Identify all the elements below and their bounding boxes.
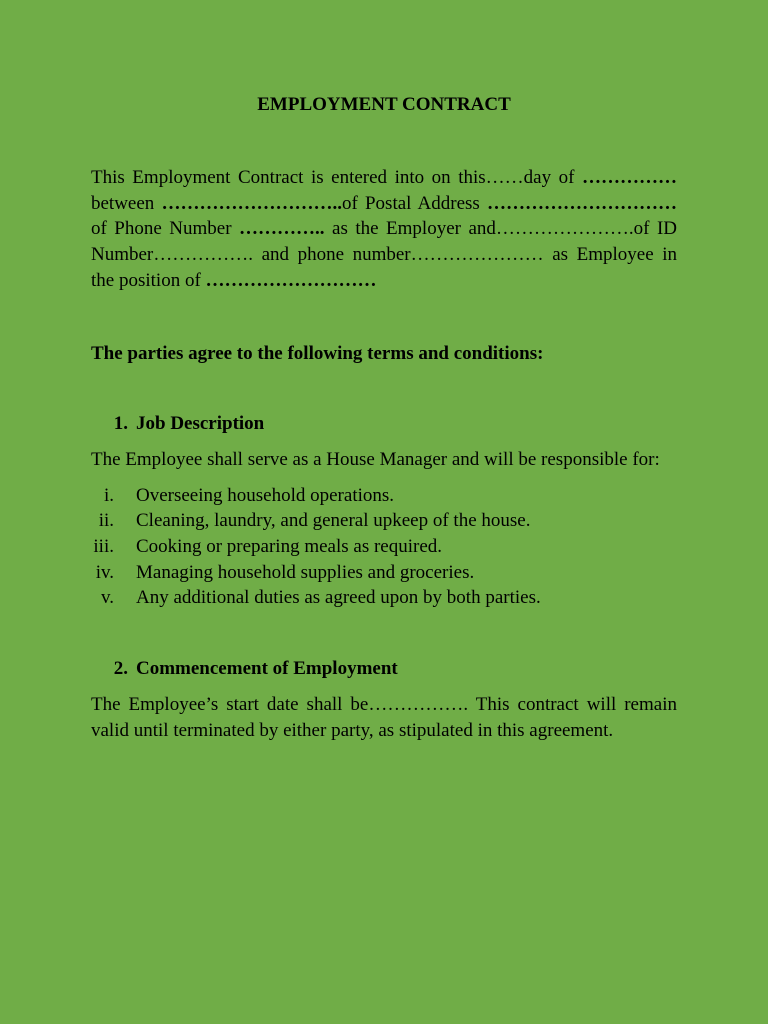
intro-text-5: as the Employer and………………….of ID Number……………. and phone number………………… as Employee in the position of xyxy=(91,218,677,291)
job-description-paragraph: The Employee shall serve as a House Manager and will be responsible for: xyxy=(91,448,660,470)
section-title: Commencement of Employment xyxy=(136,658,398,680)
commencement-paragraph: The Employee’s start date shall be……………. This contract will remain valid until terminated by either party, as stipulated in this agreement. xyxy=(91,693,677,741)
intro-blank-3: ………………………… xyxy=(487,192,677,214)
section-number: 1. xyxy=(113,413,128,435)
list-numeral: i. xyxy=(103,484,114,506)
intro-blank-2: ……………………….. xyxy=(161,192,342,214)
intro-paragraph xyxy=(91,165,677,294)
list-item xyxy=(91,560,677,586)
list-item xyxy=(91,534,677,560)
intro-text-1: This Employment Contract is entered into on this……day of xyxy=(91,167,582,188)
intro-blank-4: ………….. xyxy=(239,218,325,240)
agree-heading: The parties agree to the following terms and conditions: xyxy=(91,342,544,364)
section-heading-commencement xyxy=(91,656,677,682)
intro-blank-1: …………… xyxy=(582,167,677,188)
section-heading-job-description xyxy=(91,411,677,437)
list-numeral: v. xyxy=(100,587,114,609)
intro-text-3: of Postal Address xyxy=(341,192,487,214)
list-item xyxy=(91,483,677,509)
list-item-text: Any additional duties as agreed upon by both parties. xyxy=(136,587,541,609)
document-title: EMPLOYMENT CONTRACT xyxy=(257,94,511,115)
list-item-text: Overseeing household operations. xyxy=(136,484,395,506)
list-numeral: iii. xyxy=(93,536,114,558)
list-item xyxy=(91,585,677,611)
list-numeral: ii. xyxy=(98,510,114,532)
list-item-text: Managing household supplies and groceries. xyxy=(136,561,475,583)
list-item xyxy=(91,508,677,534)
intro-blank-5: ……………………… xyxy=(205,269,377,291)
section-title: Job Description xyxy=(136,413,265,435)
intro-text-4: of Phone Number xyxy=(91,218,240,240)
section-number: 2. xyxy=(113,658,128,680)
list-item-text: Cooking or preparing meals as required. xyxy=(136,536,443,558)
intro-text-2: between xyxy=(91,192,162,214)
list-item-text: Cleaning, laundry, and general upkeep of the house. xyxy=(136,510,531,532)
list-numeral: iv. xyxy=(95,561,114,583)
duties-list xyxy=(91,483,677,612)
